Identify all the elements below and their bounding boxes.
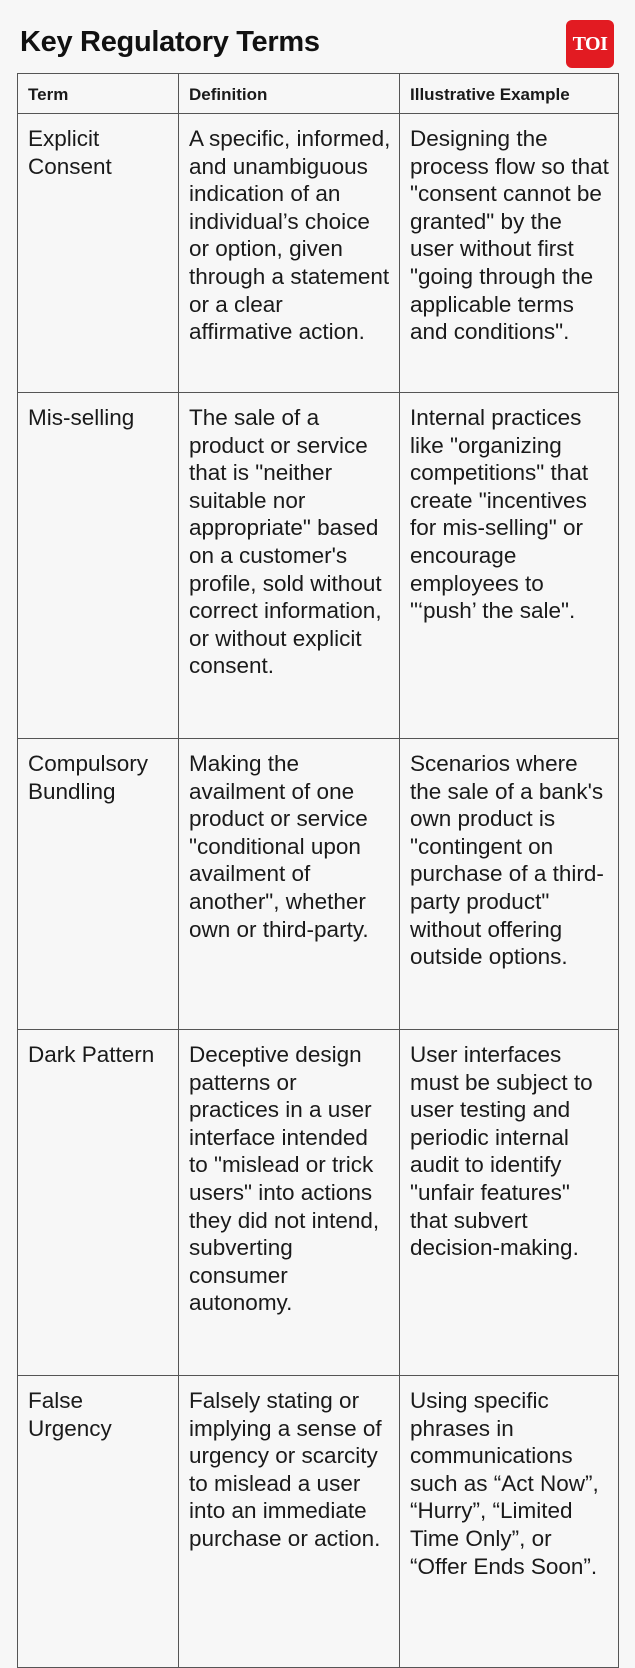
- example-cell: [400, 393, 619, 739]
- definition-text: Falsely stating or implying a sense of urgency or scarcity to mislead a user into an immediate purchase or action.: [189, 1388, 382, 1551]
- term-cell: [18, 1030, 179, 1376]
- table-row: [18, 393, 619, 739]
- table-header-row: [18, 74, 619, 114]
- term-text: Dark Pattern: [28, 1042, 155, 1067]
- term-cell: [18, 739, 179, 1030]
- example-text: Using specific phrases in communications such as “Act Now”, “Hurry”, “Limited Time Only”, or “Offer Ends Soon”.: [410, 1388, 599, 1579]
- term-text: False Urgency: [28, 1388, 112, 1441]
- example-cell: [400, 1376, 619, 1668]
- table-row: [18, 1030, 619, 1376]
- example-text: Scenarios where the sale of a bank's own product is "contingent on purchase of a third-party product" without offering outside options.: [410, 751, 604, 970]
- definition-cell: [179, 1030, 400, 1376]
- term-text: Mis-selling: [28, 405, 135, 430]
- definition-text: A specific, informed, and unambiguous indication of an individual’s choice or option, given through a statement or a clear affirmative action.: [189, 126, 391, 345]
- regulatory-terms-table: [17, 73, 619, 1668]
- column-header-term: Term: [18, 74, 179, 114]
- definition-cell: [179, 393, 400, 739]
- example-text: User interfaces must be subject to user testing and periodic internal audit to identify "unfair features" that subvert decision-making.: [410, 1042, 593, 1261]
- toi-logo: [566, 20, 614, 68]
- example-cell: [400, 1030, 619, 1376]
- column-header-definition: Definition: [179, 74, 400, 114]
- term-cell: [18, 1376, 179, 1668]
- example-text: Designing the process flow so that "consent cannot be granted" by the user without first "going through the applicable terms and conditions".: [410, 126, 609, 345]
- page-header: [20, 20, 616, 68]
- example-cell: [400, 739, 619, 1030]
- definition-text: Deceptive design patterns or practices in a user interface intended to "mislead or trick users" into actions they did not intend, subverting consumer autonomy.: [189, 1042, 380, 1316]
- term-text: Compulsory Bundling: [28, 751, 149, 804]
- definition-cell: [179, 1376, 400, 1668]
- definition-cell: [179, 114, 400, 393]
- term-text: Explicit Consent: [28, 126, 112, 179]
- example-text: Internal practices like "organizing competitions" that create "incentives for mis-selling" or encourage employees to "‘push’ the sale".: [410, 405, 589, 624]
- term-cell: [18, 114, 179, 393]
- page-title: Key Regulatory Terms: [20, 26, 320, 58]
- table-row: [18, 1376, 619, 1668]
- table-row: [18, 739, 619, 1030]
- definition-cell: [179, 739, 400, 1030]
- definition-text: The sale of a product or service that is "neither suitable nor appropriate" based on a customer's profile, sold without correct information, or without explicit consent.: [189, 405, 382, 679]
- definition-text: Making the availment of one product or service "conditional upon availment of another", whether own or third-party.: [189, 751, 369, 942]
- term-cell: [18, 393, 179, 739]
- column-header-example: Illustrative Example: [400, 74, 619, 114]
- logo-text: TOI: [572, 32, 608, 55]
- example-cell: [400, 114, 619, 393]
- table-row: [18, 114, 619, 393]
